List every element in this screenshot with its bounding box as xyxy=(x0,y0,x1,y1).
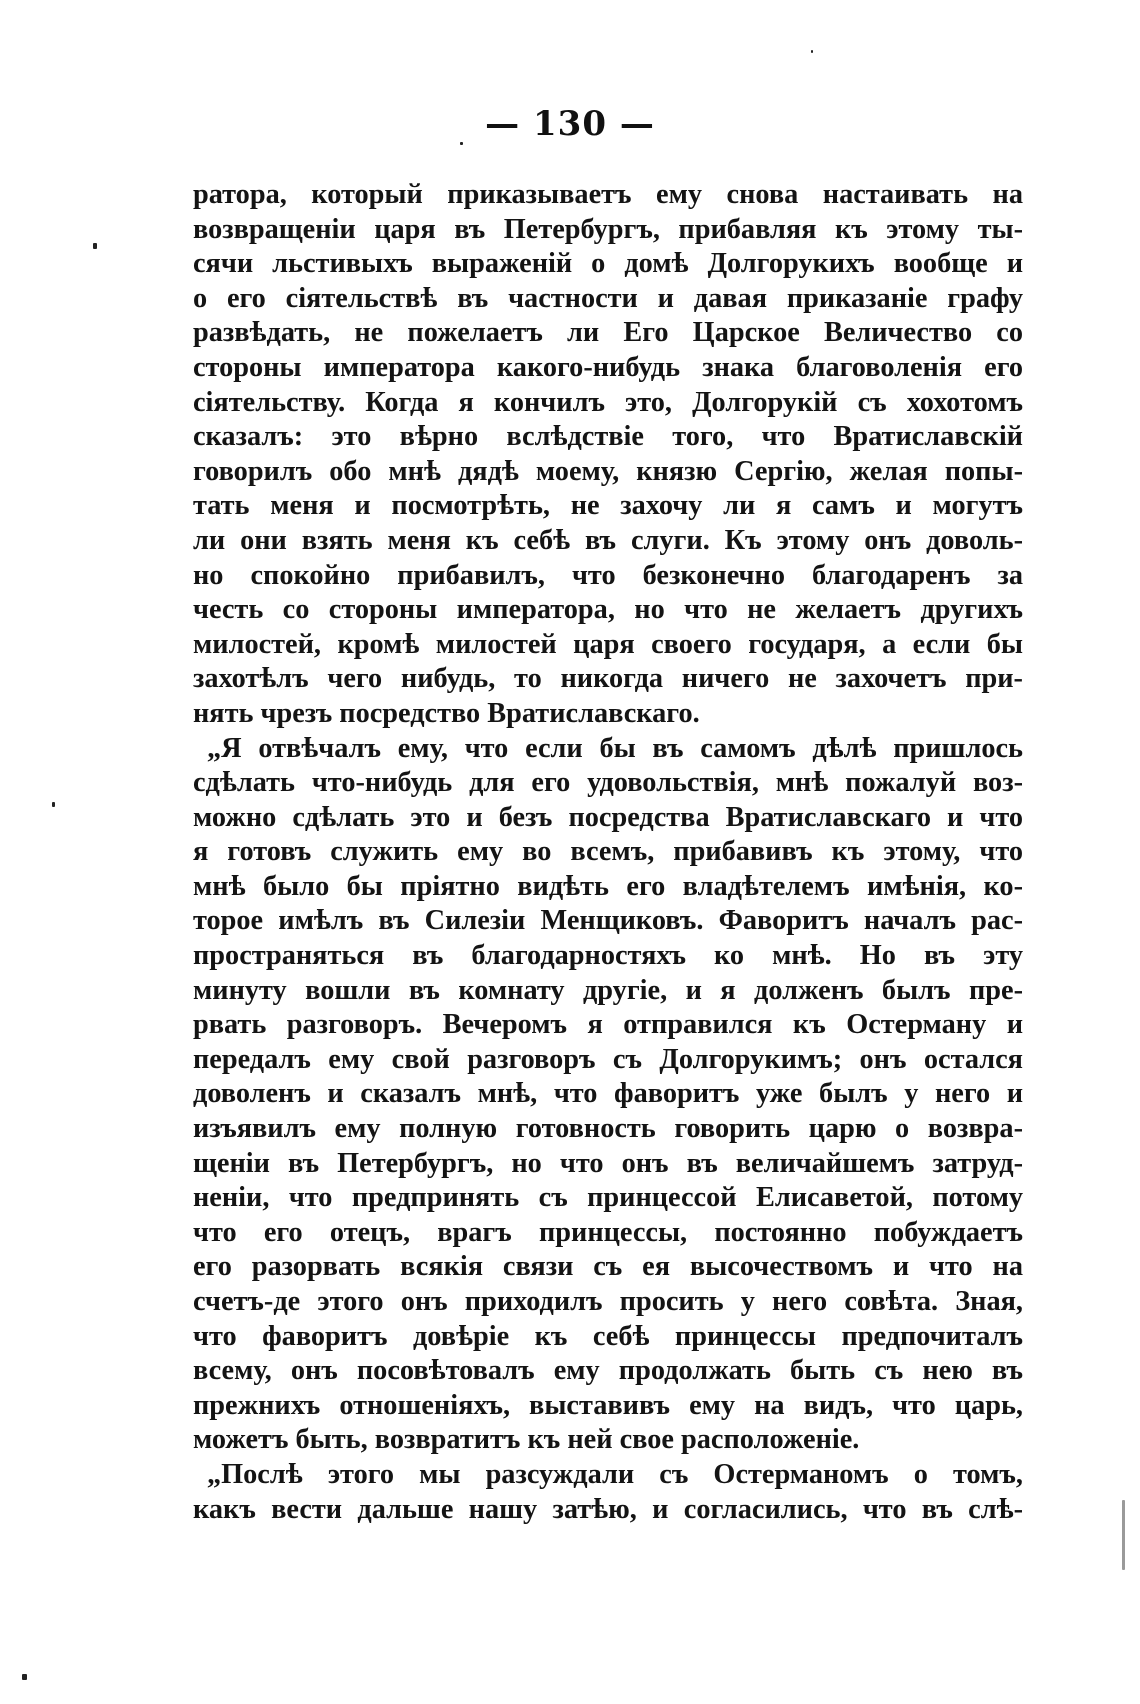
text-line: щенiи въ Петербургъ, но что онъ въ величайшемъ затруд- xyxy=(193,1147,1023,1179)
text-line: счетъ-де этого онъ приходилъ просить у него совѣта. Зная, xyxy=(193,1286,1023,1317)
text-line: доволенъ и сказалъ мнѣ, что фаворитъ уже былъ у него и xyxy=(193,1078,1023,1110)
scan-speck xyxy=(22,1674,27,1680)
text-line: мнѣ было бы прiятно видѣть его владѣтелемъ имѣнiя, ко- xyxy=(193,870,1023,902)
body-text xyxy=(193,178,1023,1527)
text-line: сiятельству. Когда я кончилъ это, Долгорукiй съ хохотомъ xyxy=(193,386,1023,418)
text-line: ратора, который приказываетъ ему снова настаивать на xyxy=(193,179,1023,210)
text-line: развѣдать, не пожелаетъ ли Его Царское Величество со xyxy=(193,317,1023,349)
text-line: ненiи, что предпринять съ принцессой Елисаветой, потому xyxy=(193,1182,1023,1214)
text-line: захотѣлъ чего нибудь, то никогда ничего не захочетъ при- xyxy=(193,663,1023,695)
text-line: что его отецъ, врагъ принцессы, постоянно побуждаетъ xyxy=(193,1216,1023,1248)
text-line: нять чрезъ посредство Вратиславскаго. xyxy=(193,697,700,729)
text-line: „Я отвѣчалъ ему, что если бы въ самомъ дѣлѣ пришлось xyxy=(207,732,1023,764)
text-line: о его сiятельствѣ въ частности и давая приказанiе графу xyxy=(193,282,1023,314)
text-line: тать меня и посмотрѣть, не захочу ли я самъ и могутъ xyxy=(193,490,1023,522)
text-line: что фаворитъ довѣрiе къ себѣ принцессы предпочиталъ xyxy=(193,1320,1023,1352)
scan-speck xyxy=(1122,1500,1125,1570)
text-line: какъ вести дальше нашу затѣю, и согласились, что въ слѣ- xyxy=(193,1493,1023,1525)
text-line: возвращенiи царя въ Петербургъ, прибавляя къ этому ты- xyxy=(193,213,1023,245)
page-number: — 130 — xyxy=(485,104,655,144)
text-line: пространяться въ благодарностяхъ ко мнѣ. Но въ эту xyxy=(193,940,1023,972)
scan-speck xyxy=(93,243,97,249)
scan-speck xyxy=(460,142,463,145)
scan-speck xyxy=(52,802,55,807)
text-line: говорилъ обо мнѣ дядѣ моему, князю Сергiю, желая попы- xyxy=(193,455,1023,487)
text-line: можно сдѣлать это и безъ посредства Вратиславскаго и что xyxy=(193,801,1023,833)
text-line: всему, онъ посовѣтовалъ ему продолжать быть съ нею въ xyxy=(193,1355,1023,1387)
text-line: сдѣлать что-нибудь для его удовольствiя, мнѣ пожалуй воз- xyxy=(193,767,1023,799)
text-line: но спокойно прибавилъ, что безконечно благодаренъ за xyxy=(193,559,1023,591)
text-line: милостей, кромѣ милостей царя своего государя, а если бы xyxy=(193,628,1023,660)
text-line: торое имѣлъ въ Силезiи Менщиковъ. Фаворитъ началъ рас- xyxy=(193,905,1023,937)
text-line: рвать разговоръ. Вечеромъ я отправился къ Остерману и xyxy=(193,1009,1023,1041)
text-line: стороны императора какого-нибудь знака благоволенiя его xyxy=(193,351,1023,383)
text-line: ли они взять меня къ себѣ въ слуги. Къ этому онъ доволь- xyxy=(193,524,1023,556)
scan-speck xyxy=(811,50,813,53)
text-line: сказалъ: это вѣрно вслѣдствiе того, что Вратиславскiй xyxy=(193,421,1023,453)
text-line: его разорвать всякiя связи съ ея высочествомъ и что на xyxy=(193,1251,1023,1283)
text-line: „Послѣ этого мы разсуждали съ Остерманомъ о томъ, xyxy=(207,1458,1023,1490)
text-line: честь со стороны императора, но что не желаетъ другихъ xyxy=(193,594,1023,626)
text-line: минуту вошли въ комнату другiе, и я долженъ былъ пре- xyxy=(193,974,1023,1006)
text-line: я готовъ служить ему во всемъ, прибавивъ къ этому, что xyxy=(193,836,1023,868)
text-line: сячи льстивыхъ выраженiй о домѣ Долгорукихъ вообще и xyxy=(193,248,1023,280)
text-line: можетъ быть, возвратитъ къ ней свое расположенiе. xyxy=(193,1424,860,1456)
text-line: прежнихъ отношенiяхъ, выставивъ ему на видъ, что царь, xyxy=(193,1389,1023,1421)
text-line: изъявилъ ему полную готовность говорить царю о возвра- xyxy=(193,1113,1023,1145)
text-line: передалъ ему свой разговоръ съ Долгорукимъ; онъ остался xyxy=(193,1043,1023,1075)
